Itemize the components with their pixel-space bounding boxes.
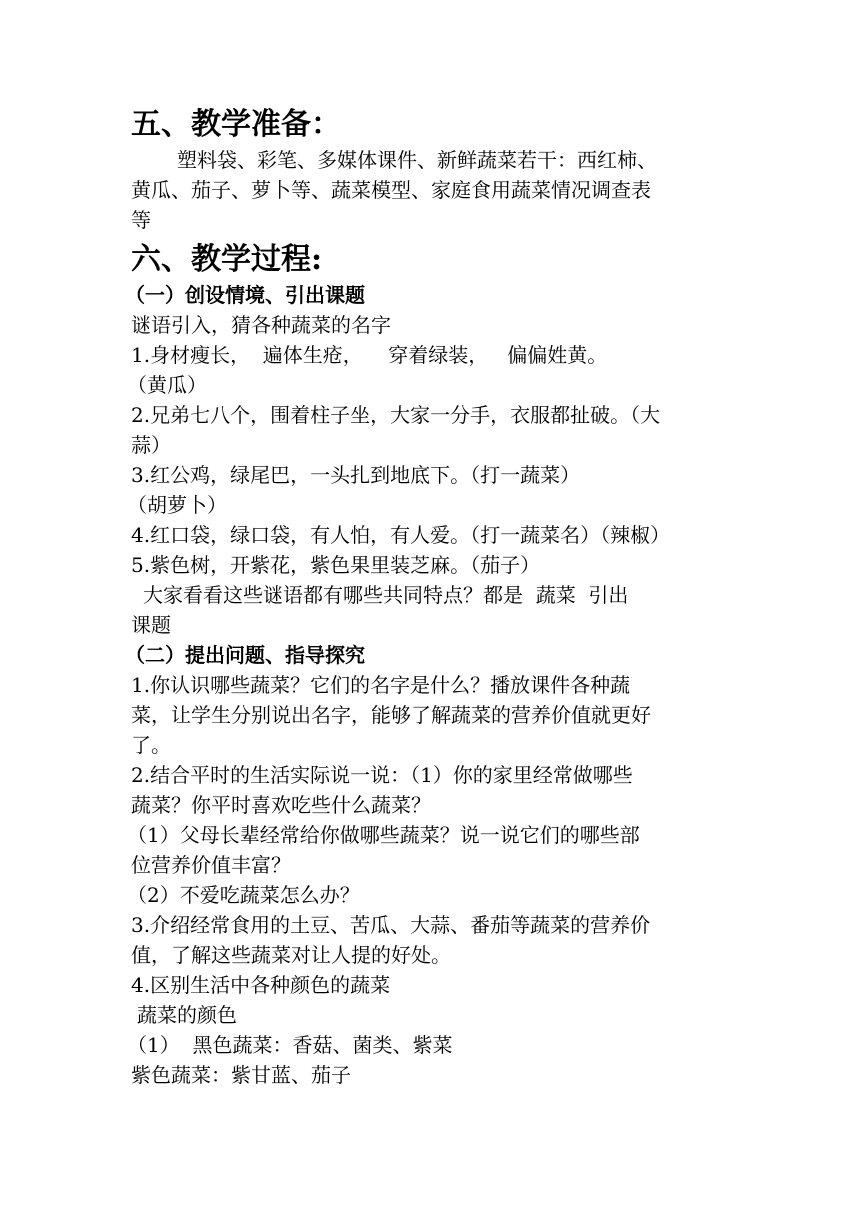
riddle-line: 3.红公鸡，绿尾巴，一头扎到地底下。（打一蔬菜） (131, 463, 581, 487)
document-page (125, 105, 731, 1090)
riddle-answer: 蒜） (131, 433, 171, 457)
paragraph-line: 1.你认识哪些蔬菜？它们的名字是什么？播放课件各种蔬 (131, 673, 631, 697)
section-heading-teaching-process: 六、教学过程: (131, 242, 323, 277)
riddle-line: 5.紫色树，开紫花，紫色果里装芝麻。（茄子） (131, 553, 541, 577)
riddle-line: 4.红口袋，绿口袋，有人怕，有人爱。（打一蔬菜名）（辣椒） (131, 523, 671, 547)
paragraph-line: 位营养价值丰富？ (131, 853, 291, 877)
riddle-answer: （黄瓜） (127, 373, 207, 397)
subsection-heading-inquiry: （二）提出问题、指导探究 (125, 643, 365, 667)
paragraph-line: 大家看看这些谜语都有哪些共同特点？都是 蔬菜 引出 (143, 583, 629, 607)
paragraph-line: 黄瓜、茄子、萝卜等、蔬菜模型、家庭食用蔬菜情况调查表 (131, 178, 651, 202)
paragraph-line: 值，了解这些蔬菜对让人提的好处。 (131, 943, 451, 967)
paragraph-line: 谜语引入，猜各种蔬菜的名字 (131, 313, 391, 337)
paragraph-line: 蔬菜？你平时喜欢吃些什么蔬菜？ (131, 793, 431, 817)
paragraph-line: 等 (131, 208, 151, 232)
paragraph-line: 课题 (131, 613, 171, 637)
paragraph-line: 菜，让学生分别说出名字，能够了解蔬菜的营养价值就更好 (131, 703, 651, 727)
list-item: 紫色蔬菜：紫甘蓝、茄子 (131, 1063, 351, 1087)
paragraph-line: （2）不爱吃蔬菜怎么办？ (127, 883, 360, 907)
section-heading-teaching-prep: 五、教学准备： (131, 107, 341, 142)
list-item: （1） 黑色蔬菜：香菇、菌类、紫菜 (127, 1033, 453, 1057)
paragraph-line: 3.介绍经常食用的土豆、苦瓜、大蒜、番茄等蔬菜的营养价 (131, 913, 651, 937)
paragraph-line: （1）父母长辈经常给你做哪些蔬菜？说一说它们的哪些部 (127, 823, 640, 847)
paragraph-line: 塑料袋、彩笔、多媒体课件、新鲜蔬菜若干：西红柿、 (177, 148, 657, 172)
paragraph-line: 4.区别生活中各种颜色的蔬菜 (131, 973, 391, 997)
subsection-heading-situation: （一）创设情境、引出课题 (125, 283, 365, 307)
paragraph-line: 了。 (131, 733, 171, 757)
paragraph-line: 2.结合平时的生活实际说一说：（1）你的家里经常做哪些 (131, 763, 633, 787)
riddle-answer: （胡萝卜） (127, 493, 227, 517)
riddle-line: 1.身材瘦长， 遍体生疮， 穿着绿装， 偏偏姓黄。 (131, 343, 608, 367)
riddle-line: 2.兄弟七八个，围着柱子坐，大家一分手，衣服都扯破。（大 (131, 403, 661, 427)
paragraph-line: 蔬菜的颜色 (137, 1003, 237, 1027)
